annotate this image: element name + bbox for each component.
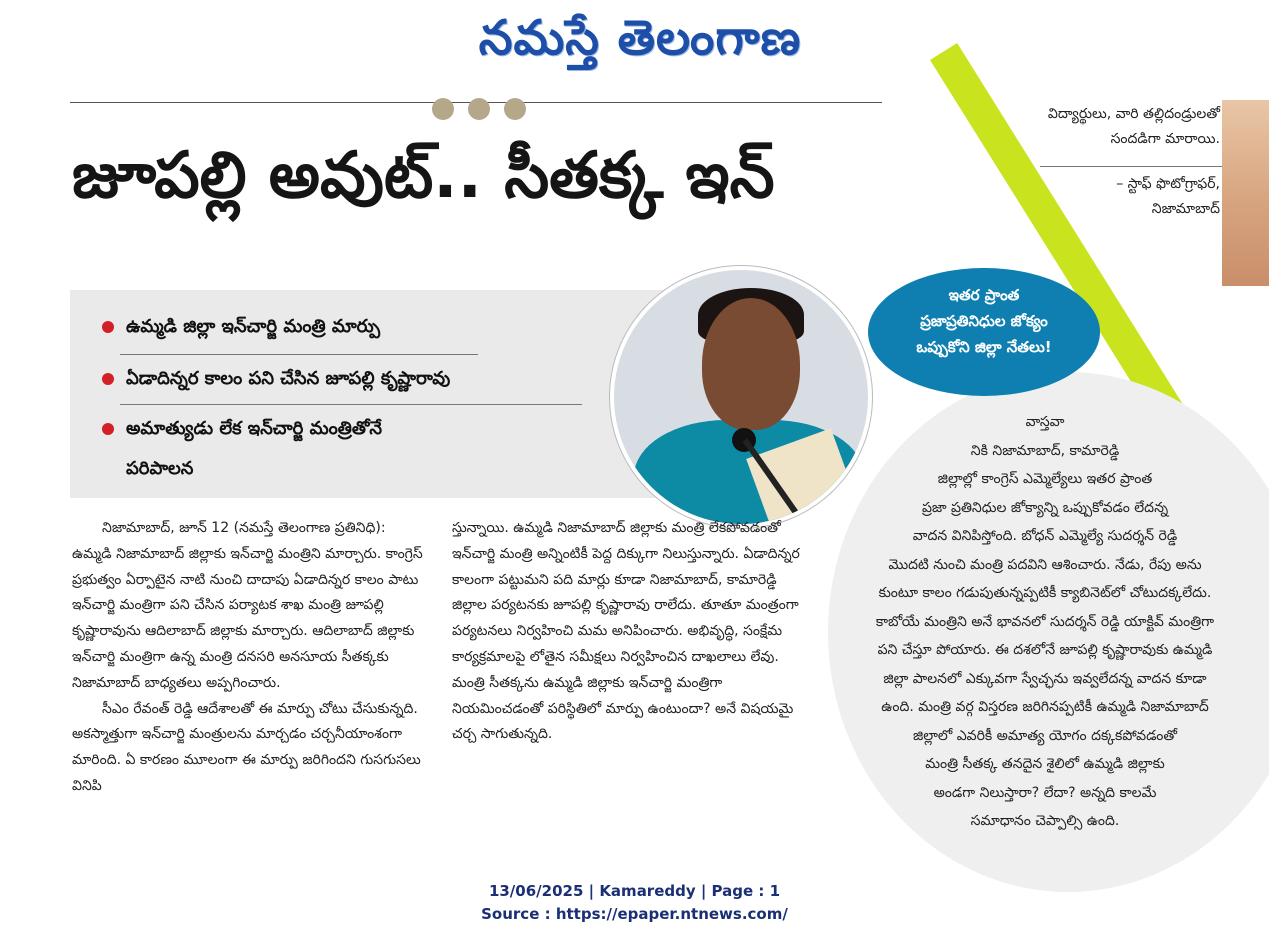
- article-column-2: [452, 516, 812, 748]
- article-paragraph: నిజామాబాద్, జూన్ 12 (నమస్తే తెలంగాణ ప్రతినిధి): ఉమ్మడి నిజామాబాద్ జిల్లాకు ఇన్‌చార్జి మంత్రిని మార్చారు. కాంగ్రెస్ ప్రభుత్వం ఏర్పాటైన నాటి నుంచి దాదాపు ఏడాదిన్నర కాలం పాటు ఇన్‌చార్జి మంత్రిగా పని చేసిన పర్యాటక శాఖ మంత్రి జూపల్లి కృష్ణారావును ఆదిలాబాద్ జిల్లాకు మార్చారు. ఆదిలాబాద్ జిల్లాకు ఇన్‌చార్జి మంత్రిగా ఉన్న మంత్రి దనసరి అనసూయ సీతక్కకు నిజామాబాద్ బాధ్యతలు అప్పగించారు.: [72, 520, 423, 691]
- highlight-item: ఏడాదిన్నర కాలం పని చేసిన జూపల్లి కృష్ణారావు: [102, 368, 450, 393]
- highlight-divider: [120, 404, 582, 405]
- sidebar-article-text: వాస్తవా నికి నిజామాబాద్, కామారెడ్డి జిల్లాల్లో కాంగ్రెస్ ఎమ్మెల్యేలు ఇతర ప్రాంత ప్రజా ప్రతినిధుల జోక్యాన్ని ఒప్పుకోవడం లేదన్న వాదన వినిపిస్తోంది. బోధన్ ఎమ్మెల్యే సుదర్శన్ రెడ్డి మొదటి నుంచి మంత్రి పదవిని ఆశించారు. నేడు, రేపు అను కుంటూ కాలం గడుపుతున్నప్పటికీ క్యాబినెట్‌లో చోటుదక్కలేదు. కాబోయే మంత్రిని అనే భావనలో సుదర్శన్ రెడ్డి యాక్టివ్ మంత్రిగా పని చేస్తూ పోయారు. ఈ దశలోనే జూపల్లి కృష్ణారావుకు ఉమ్మడి జిల్లా పాలనలో ఎక్కువగా స్వేచ్ఛను ఇవ్వలేదన్న వాదన కూడా ఉంది. మంత్రి వర్గ విస్తరణ జరిగినప్పటికీ ఉమ్మడి నిజామాబాద్ జిల్లాలో ఎవరికీ అమాత్య యోగం దక్కకపోవడంతో మంత్రి సీతక్క తనదైన శైలిలో ఉమ్మడి జిల్లాకు అండగా నిలుస్తారా? లేదా? అన్నది కాలమే సమాధానం చెప్పాల్సి ఉంది.: [875, 414, 1215, 829]
- caption-line: సందడిగా మారాయి.: [1110, 131, 1220, 147]
- footer-source-link[interactable]: Source : https://epaper.ntnews.com/: [481, 905, 788, 923]
- article-paragraph: స్తున్నాయి. ఉమ్మడి నిజామాబాద్ జిల్లాకు మంత్రి లేకపోవడంతో ఇన్‌చార్జి మంత్రి అన్నింటికీ పెద్ద దిక్కుగా నిలుస్తున్నారు. ఏడాదిన్నర కాలంగా పట్టుమని పది మార్లు కూడా నిజామాబాద్, కామారెడ్డి జిల్లాల పర్యటనకు జూపల్లి కృష్ణారావు రాలేదు. తూతూ మంత్రంగా పర్యటనలు నిర్వహించి మమ అనిపించారు. అభివృద్ధి, సంక్షేమ కార్యక్రమాలపై లోతైన సమీక్షలు నిర్వహించిన దాఖలాలు లేవు. మంత్రి సీతక్కను ఉమ్మడి జిల్లాకు ఇన్‌చార్జి మంత్రిగా నియమించడంతో పరిస్థితిలో మార్పు ఉంటుందా? అనే విషయమై చర్చ సాగుతున్నది.: [452, 520, 800, 743]
- bullet-dot-icon: [102, 373, 114, 385]
- highlight-item-continued: పరిపాలన: [126, 458, 194, 479]
- article-paragraph: సీఎం రేవంత్ రెడ్డి ఆదేశాలతో ఈ మార్పు చోటు చేసుకున్నది. అకస్మాత్తుగా ఇన్‌చార్జి మంత్రులను మార్చడం చర్చనీయాంశంగా మారింది. ఏ కారణం మూలంగా ఈ మార్పు జరిగిందని గుసగుసలు వినిపి: [72, 700, 421, 794]
- photo-caption: [990, 102, 1220, 222]
- ornament-dots: [432, 98, 540, 124]
- photo-credit-place: నిజామాబాద్: [1151, 201, 1220, 217]
- highlight-item: అమాత్యుడు లేక ఇన్‌చార్జి మంత్రితోనే: [102, 418, 382, 443]
- footer-edition-info: 13/06/2025 | Kamareddy | Page : 1: [488, 882, 781, 900]
- pull-quote-bubble: ఇతర ప్రాంత ప్రజాప్రతినిధుల జోక్యం ఒప్పుకోని జిల్లా నేతలు!: [868, 268, 1100, 396]
- newspaper-masthead: నమస్తే తెలంగాణ: [478, 10, 802, 66]
- page-footer: [0, 880, 1269, 926]
- caption-line: విద్యార్థులు, వారి తల్లిదండ్రులతో: [1047, 106, 1220, 122]
- photo-credit: – స్టాఫ్ ఫొటోగ్రాఫర్,: [1116, 176, 1220, 192]
- article-column-1: [72, 516, 426, 800]
- highlight-item: ఉమ్మడి జిల్లా ఇన్‌చార్జి మంత్రి మార్పు: [102, 316, 380, 341]
- article-headline: జూపల్లి అవుట్.. సీతక్క ఇన్: [72, 139, 775, 213]
- minister-portrait-photo: [610, 266, 872, 528]
- bullet-dot-icon: [102, 423, 114, 435]
- adjacent-photo-crop: [1222, 100, 1269, 286]
- bullet-dot-icon: [102, 321, 114, 333]
- highlight-divider: [120, 354, 478, 355]
